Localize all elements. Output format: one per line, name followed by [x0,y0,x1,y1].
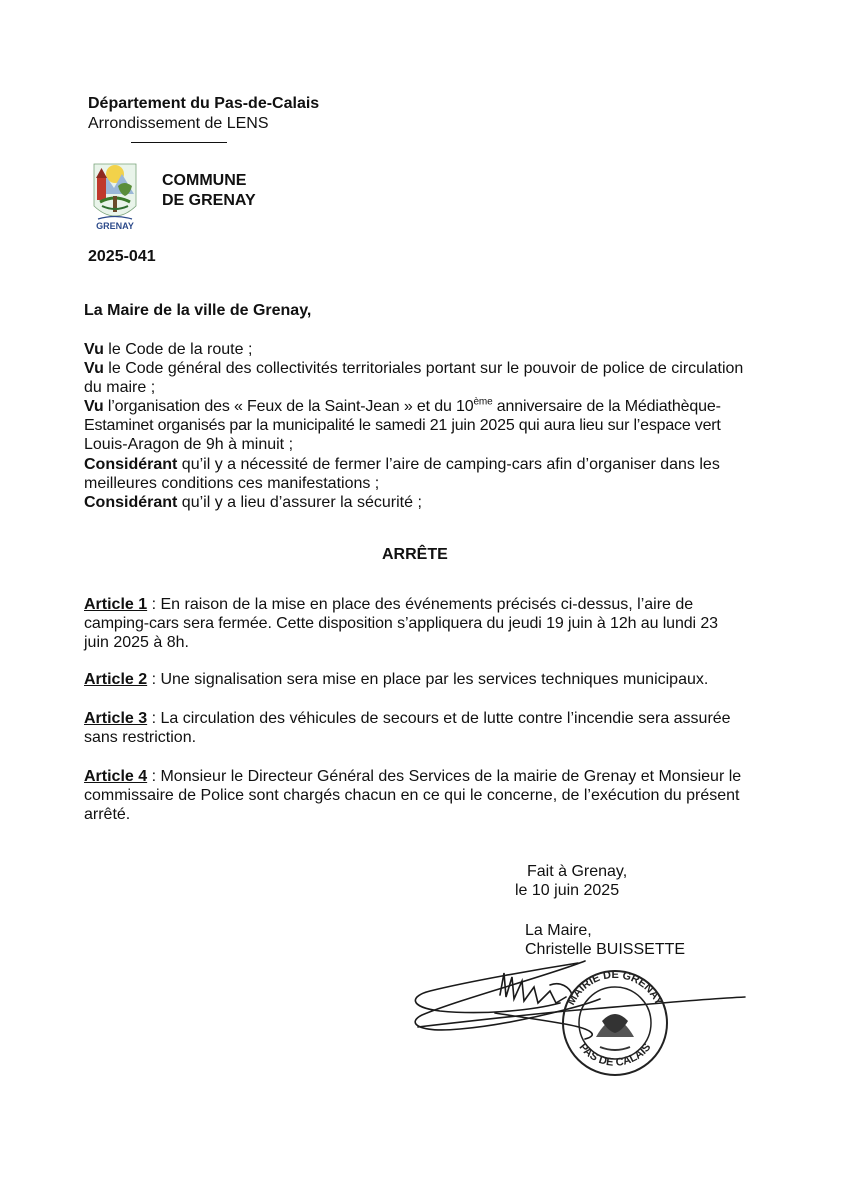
vu-keyword: Vu [84,341,104,358]
article-text: : Une signalisation sera mise en place par les services techniques municipaux. [147,671,709,688]
stamp-top-text: MAIRIE DE GRENAY [565,968,665,1008]
article-text: : Monsieur le Directeur Général des Services de la mairie de Grenay et Monsieur le [147,768,742,785]
arrete-heading: ARRÊTE [382,546,448,563]
vu-keyword: Vu [84,360,104,377]
article-text: : En raison de la mise en place des événements précisés ci-dessus, l’aire de [147,596,694,613]
document-title: La Maire de la ville de Grenay, [84,302,312,319]
signer-role: La Maire, [525,922,592,939]
arrondissement-label: Arrondissement de LENS [88,115,269,132]
article-text: : La circulation des véhicules de secours et de lutte contre l’incendie sera assurée [147,710,731,727]
handwritten-signature-icon [400,955,760,1085]
superscript-eme: ème [473,396,493,408]
stamp-bottom-text: PAS DE CALAIS [576,1041,654,1069]
vu-code-collectivites-cont: du maire ; [84,379,156,396]
article-label: Article 4 [84,768,148,785]
considerant-keyword: Considérant [84,456,178,473]
grenay-logo [88,156,142,236]
article-1-cont: juin 2025 à 8h. [84,634,189,651]
mairie-stamp [563,969,667,1075]
article-2 [84,670,752,689]
reference-number: 2025-041 [88,248,156,265]
header-divider [131,142,227,143]
article-4 [84,767,752,786]
considerant-text: qu’il y a nécessité de fermer l’aire de camping-cars afin d’organiser dans les [177,456,720,473]
article-4-cont: arrêté. [84,806,131,823]
considerant-keyword: Considérant [84,494,178,511]
vu-text: le Code de la route ; [103,341,253,358]
grenay-coat-of-arms-icon [88,156,142,236]
vu-code-route [84,340,752,359]
vu-text: le Code général des collectivités territoriales portant sur le pouvoir de police de circulation [103,360,744,377]
svg-text:PAS DE CALAIS [577,1041,654,1069]
article-1 [84,595,752,614]
vu-organisation [84,397,752,416]
commune-name: DE GRENAY [162,192,256,209]
vu-text: l’organisation des « Feux de la Saint-Jean » et du 10 [103,398,474,415]
considerant-fermeture-cont: meilleures conditions ces manifestations ; [84,475,380,492]
vu-keyword: Vu [84,398,104,415]
svg-text:MAIRIE DE GRENAY [565,969,665,1008]
article-label: Article 1 [84,596,148,613]
commune-label: COMMUNE [162,172,247,189]
article-label: Article 2 [84,671,148,688]
considerant-securite [84,493,752,512]
article-1-cont: camping-cars sera fermée. Cette disposition s’appliquera du jeudi 19 juin à 12h au lundi 23 [84,615,718,632]
signer-name: Christelle BUISSETTE [525,941,686,958]
signature-date: le 10 juin 2025 [515,882,620,899]
article-4-cont: commissaire de Police sont chargés chacun en ce qui le concerne, de l’exécution du présent [84,787,740,804]
article-3 [84,709,752,728]
vu-organisation-cont: Estaminet organisés par la municipalité le samedi 21 juin 2025 qui aura lieu sur l’espace vert [84,417,721,434]
vu-text: anniversaire de la Médiathèque- [492,398,721,415]
logo-text: GRENAY [96,221,134,231]
article-3-cont: sans restriction. [84,729,197,746]
considerant-fermeture [84,455,752,474]
signature-graphic [400,955,760,1085]
vu-code-collectivites [84,359,752,378]
signature-place: Fait à Grenay, [527,863,628,880]
considerant-text: qu’il y a lieu d’assurer la sécurité ; [177,494,422,511]
article-label: Article 3 [84,710,148,727]
department-label: Département du Pas-de-Calais [88,95,320,112]
vu-organisation-cont: Louis-Aragon de 9h à minuit ; [84,436,294,453]
